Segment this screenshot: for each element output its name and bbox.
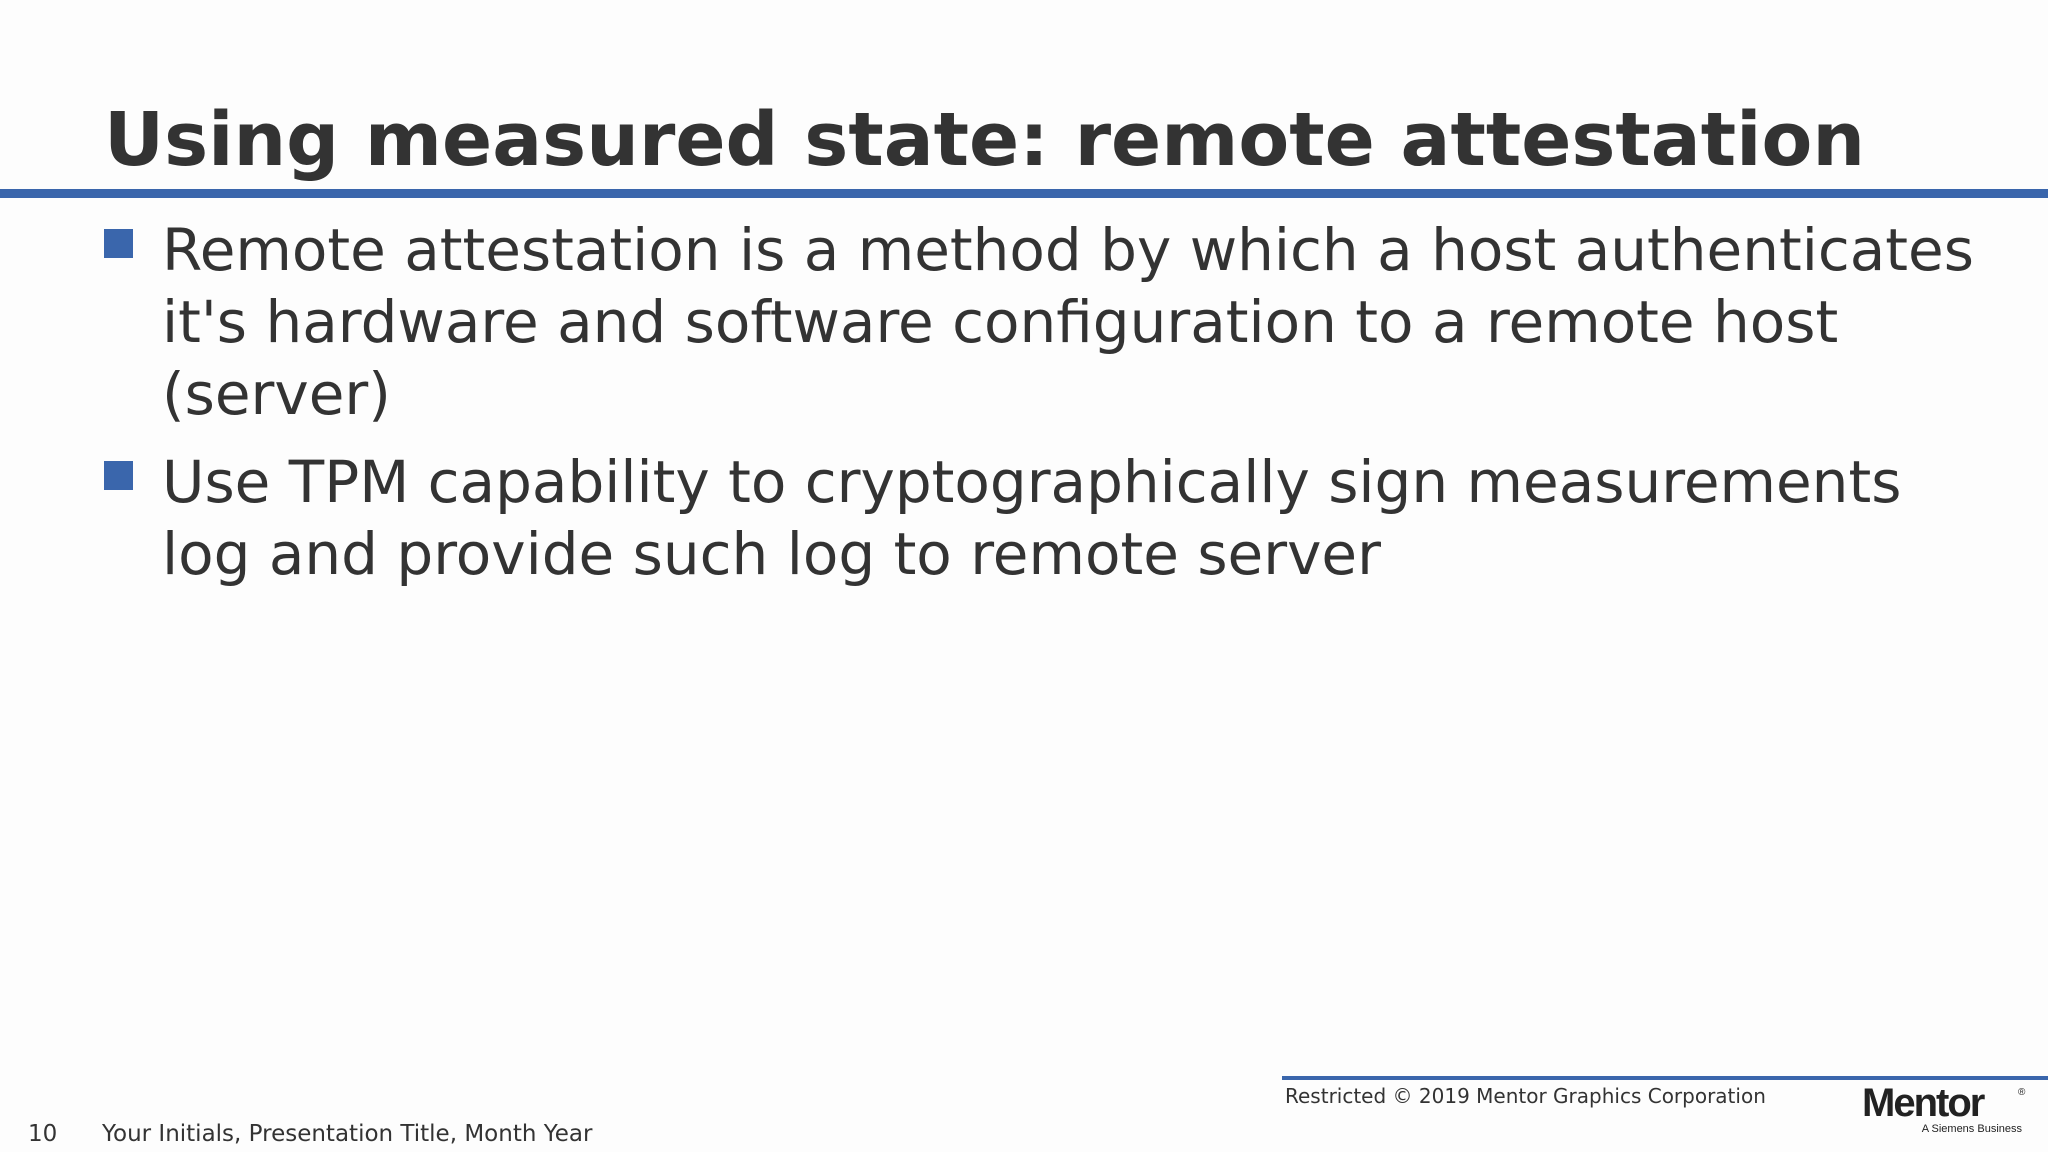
presentation-info: Your Initials, Presentation Title, Month Year bbox=[102, 1121, 593, 1147]
mentor-logo bbox=[1862, 1082, 2032, 1138]
registered-mark: ® bbox=[2018, 1087, 2026, 1098]
square-bullet-icon bbox=[104, 461, 133, 490]
footer-divider bbox=[1282, 1076, 2048, 1080]
logo-wordmark: Mentor bbox=[1862, 1081, 1984, 1125]
bullet-item bbox=[104, 214, 2004, 430]
bullet-list bbox=[104, 214, 2004, 606]
logo-tagline: A Siemens Business bbox=[1921, 1123, 2022, 1135]
bullet-item bbox=[104, 446, 2004, 590]
square-bullet-icon bbox=[104, 229, 133, 258]
page-number: 10 bbox=[28, 1121, 58, 1147]
restricted-notice: Restricted © 2019 Mentor Graphics Corporation bbox=[1285, 1084, 1766, 1108]
slide-title: Using measured state: remote attestation bbox=[104, 97, 1866, 183]
title-divider bbox=[0, 189, 2048, 198]
bullet-text: Remote attestation is a method by which a host authenticates it's hardware and software configuration to a remote host (server) bbox=[162, 216, 1974, 428]
bullet-text: Use TPM capability to cryptographically sign measurements log and provide such log to remote server bbox=[162, 448, 1902, 588]
